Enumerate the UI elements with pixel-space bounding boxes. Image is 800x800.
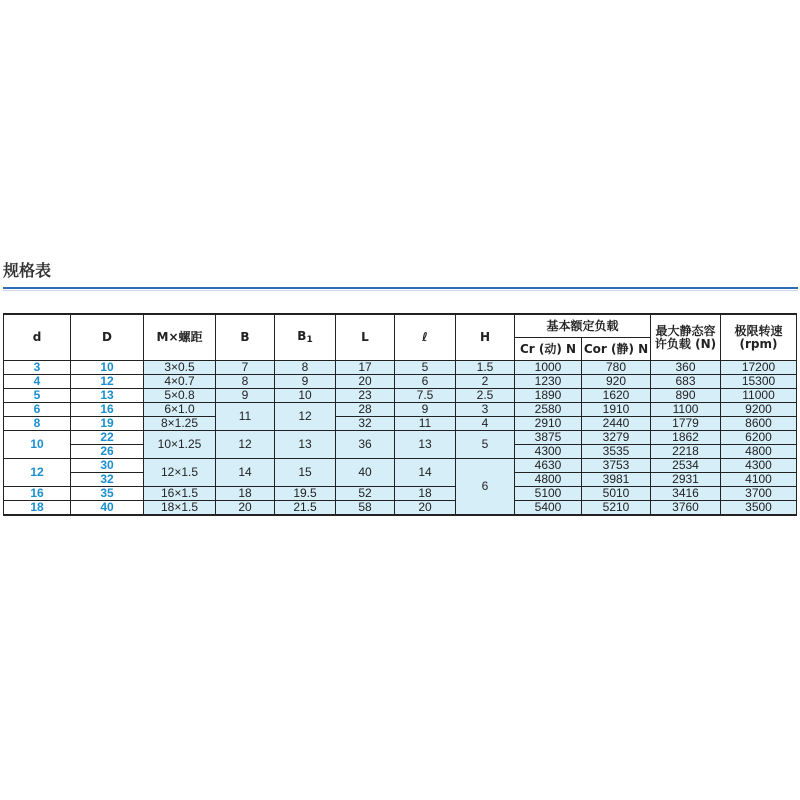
table-row [4, 487, 797, 501]
cell-l: 23 [336, 389, 395, 403]
cell-d: 3 [4, 361, 71, 375]
cell-h: 2 [456, 375, 515, 389]
cell-thread: 12×1.5 [144, 459, 216, 487]
cell-ell: 5 [395, 361, 456, 375]
cell-h: 6 [456, 459, 515, 516]
cell-b1: 13 [275, 431, 336, 459]
cell-cr: 4800 [515, 473, 582, 487]
cell-d: 8 [4, 417, 71, 431]
cell-D: 40 [71, 501, 144, 516]
cell-thread: 10×1.25 [144, 431, 216, 459]
cell-b: 14 [216, 459, 275, 487]
cell-ell: 6 [395, 375, 456, 389]
header-thread: M×螺距 [144, 314, 216, 361]
cell-thread: 4×0.7 [144, 375, 216, 389]
cell-d: 6 [4, 403, 71, 417]
cell-speed: 4300 [721, 459, 797, 473]
cell-b1: 12 [275, 403, 336, 431]
cell-cr: 1230 [515, 375, 582, 389]
cell-l: 52 [336, 487, 395, 501]
cell-thread: 8×1.25 [144, 417, 216, 431]
cell-d: 16 [4, 487, 71, 501]
cell-cr: 5400 [515, 501, 582, 516]
cell-cor: 2440 [582, 417, 651, 431]
cell-d: 12 [4, 459, 71, 487]
cell-ell: 7.5 [395, 389, 456, 403]
cell-d: 10 [4, 431, 71, 459]
cell-d: 4 [4, 375, 71, 389]
header-speed: 极限转速 (rpm) [721, 314, 797, 361]
cell-cr: 2910 [515, 417, 582, 431]
cell-cor: 3535 [582, 445, 651, 459]
cell-b1: 9 [275, 375, 336, 389]
cell-D: 32 [71, 473, 144, 487]
cell-cor: 5210 [582, 501, 651, 516]
cell-speed: 4100 [721, 473, 797, 487]
cell-D: 30 [71, 459, 144, 473]
cell-cr: 4630 [515, 459, 582, 473]
cell-h: 3 [456, 403, 515, 417]
cell-cor: 3753 [582, 459, 651, 473]
cell-thread: 6×1.0 [144, 403, 216, 417]
cell-b: 12 [216, 431, 275, 459]
cell-d: 5 [4, 389, 71, 403]
cell-cr: 3875 [515, 431, 582, 445]
cell-b: 20 [216, 501, 275, 516]
cell-l: 40 [336, 459, 395, 487]
cell-D: 13 [71, 389, 144, 403]
cell-static: 2218 [651, 445, 721, 459]
cell-static: 3760 [651, 501, 721, 516]
table-row [4, 459, 797, 473]
header-cr: Cr (动) N [515, 338, 582, 361]
cell-cor: 3279 [582, 431, 651, 445]
header-cor: Cor (静) N [582, 338, 651, 361]
cell-b: 11 [216, 403, 275, 431]
cell-speed: 3500 [721, 501, 797, 516]
cell-cor: 3981 [582, 473, 651, 487]
cell-D: 12 [71, 375, 144, 389]
cell-static: 2534 [651, 459, 721, 473]
cell-speed: 15300 [721, 375, 797, 389]
cell-D: 26 [71, 445, 144, 459]
header-h: H [456, 314, 515, 361]
cell-speed: 9200 [721, 403, 797, 417]
header-l: L [336, 314, 395, 361]
cell-b1: 10 [275, 389, 336, 403]
header-b: B [216, 314, 275, 361]
header-load-group: 基本额定负载 [515, 314, 651, 338]
cell-speed: 6200 [721, 431, 797, 445]
cell-l: 17 [336, 361, 395, 375]
header-b1 [275, 314, 336, 361]
cell-b1: 15 [275, 459, 336, 487]
cell-D: 16 [71, 403, 144, 417]
cell-l: 32 [336, 417, 395, 431]
title-divider [3, 287, 798, 289]
cell-cor: 920 [582, 375, 651, 389]
cell-ell: 11 [395, 417, 456, 431]
cell-speed: 3700 [721, 487, 797, 501]
cell-ell: 18 [395, 487, 456, 501]
cell-cor: 1910 [582, 403, 651, 417]
cell-static: 1862 [651, 431, 721, 445]
cell-speed: 11000 [721, 389, 797, 403]
cell-cor: 1620 [582, 389, 651, 403]
cell-cr: 5100 [515, 487, 582, 501]
table-row [4, 389, 797, 403]
cell-D: 10 [71, 361, 144, 375]
cell-b1: 19.5 [275, 487, 336, 501]
cell-l: 20 [336, 375, 395, 389]
cell-D: 19 [71, 417, 144, 431]
cell-speed: 8600 [721, 417, 797, 431]
cell-l: 28 [336, 403, 395, 417]
header-b1-subscript: 1 [306, 335, 313, 345]
cell-b: 7 [216, 361, 275, 375]
cell-D: 22 [71, 431, 144, 445]
table-row [4, 431, 797, 445]
header-static-load: 最大静态容许负载 (N) [651, 314, 721, 361]
cell-cr: 4300 [515, 445, 582, 459]
cell-static: 890 [651, 389, 721, 403]
cell-static: 683 [651, 375, 721, 389]
cell-b: 8 [216, 375, 275, 389]
cell-ell: 13 [395, 431, 456, 459]
cell-cr: 2580 [515, 403, 582, 417]
cell-ell: 20 [395, 501, 456, 516]
cell-b: 18 [216, 487, 275, 501]
cell-cr: 1890 [515, 389, 582, 403]
table-row [4, 403, 797, 417]
spec-table [3, 313, 797, 516]
table-row [4, 375, 797, 389]
cell-b1: 8 [275, 361, 336, 375]
cell-l: 58 [336, 501, 395, 516]
cell-ell: 14 [395, 459, 456, 487]
cell-cor: 5010 [582, 487, 651, 501]
cell-static: 2931 [651, 473, 721, 487]
cell-cor: 780 [582, 361, 651, 375]
cell-thread: 5×0.8 [144, 389, 216, 403]
cell-cr: 1000 [515, 361, 582, 375]
cell-h: 4 [456, 417, 515, 431]
page-title: 规格表 [3, 261, 52, 280]
cell-static: 360 [651, 361, 721, 375]
cell-static: 1100 [651, 403, 721, 417]
cell-speed: 4800 [721, 445, 797, 459]
cell-thread: 18×1.5 [144, 501, 216, 516]
cell-static: 1779 [651, 417, 721, 431]
cell-h: 2.5 [456, 389, 515, 403]
header-d: d [4, 314, 71, 361]
table-row [4, 361, 797, 375]
cell-ell: 9 [395, 403, 456, 417]
table-row [4, 417, 797, 431]
header-ell: ℓ [395, 314, 456, 361]
cell-d: 18 [4, 501, 71, 516]
title-divider-shadow [3, 290, 798, 291]
cell-l: 36 [336, 431, 395, 459]
cell-thread: 16×1.5 [144, 487, 216, 501]
cell-b1: 21.5 [275, 501, 336, 516]
cell-h: 1.5 [456, 361, 515, 375]
cell-D: 35 [71, 487, 144, 501]
header-b1-main: B [297, 329, 307, 343]
cell-thread: 3×0.5 [144, 361, 216, 375]
cell-h: 5 [456, 431, 515, 459]
table-row [4, 501, 797, 516]
cell-speed: 17200 [721, 361, 797, 375]
cell-b: 9 [216, 389, 275, 403]
header-D: D [71, 314, 144, 361]
cell-static: 3416 [651, 487, 721, 501]
